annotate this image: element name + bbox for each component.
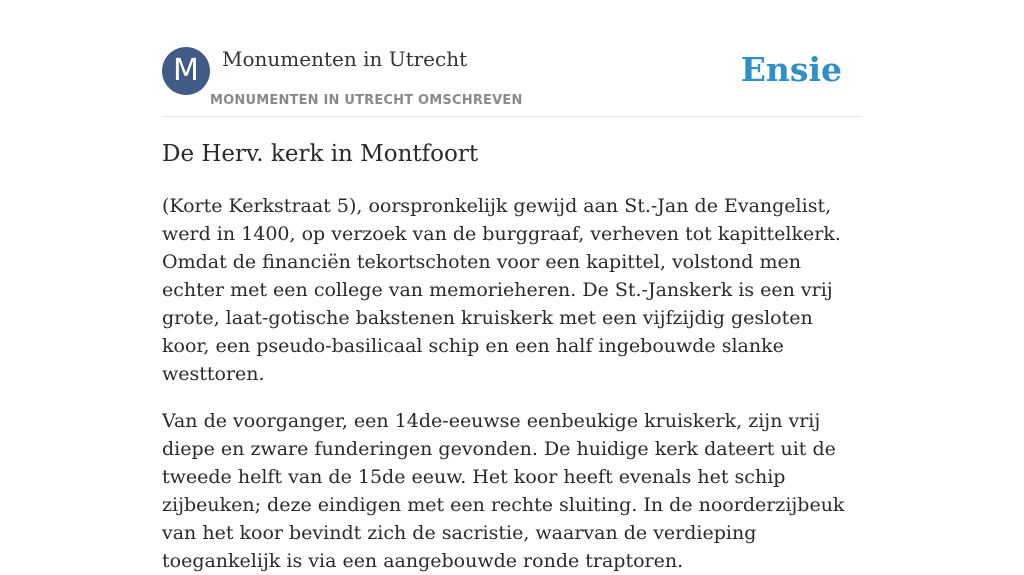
- book-subtitle: MONUMENTEN IN UTRECHT OMSCHREVEN: [210, 93, 523, 108]
- article-paragraph-2: Van de voorganger, een 14de-eeuwse eenbeukige kruiskerk, zijn vrij diepe en zware funderingen gevonden. De huidige kerk dateert uit de tweede helft van de 15de eeuw. Het koor heeft evenals het schip zijbeuken; deze eindigen met een rechte sluiting. In de noorderzijbeuk van het koor bevindt zich de sacristie, waarvan de verdieping toegankelijk is via een aangebouwde ronde traptoren.: [162, 410, 845, 572]
- article: [162, 138, 862, 575]
- article-paragraph-1: (Korte Kerkstraat 5), oorspronkelijk gewijd aan St.-Jan de Evangelist, werd in 1400, op verzoek van de burggraaf, verheven tot kapittelkerk. Omdat de financiën tekortschoten voor een kapittel, volstond men echter met een college van memorieheren. De St.-Janskerk is een vrij grote, laat-gotische bakstenen kruiskerk met een vijfzijdig gesloten koor, een pseudo-basilicaal schip en een half ingebouwde slanke westtoren.: [162, 195, 841, 385]
- book-title-link[interactable]: Monumenten in Utrecht: [222, 47, 468, 71]
- header: [162, 46, 862, 117]
- article-title: De Herv. kerk in Montfoort: [162, 141, 479, 167]
- avatar[interactable]: M: [162, 47, 210, 95]
- ensie-logo[interactable]: Ensie: [740, 50, 842, 89]
